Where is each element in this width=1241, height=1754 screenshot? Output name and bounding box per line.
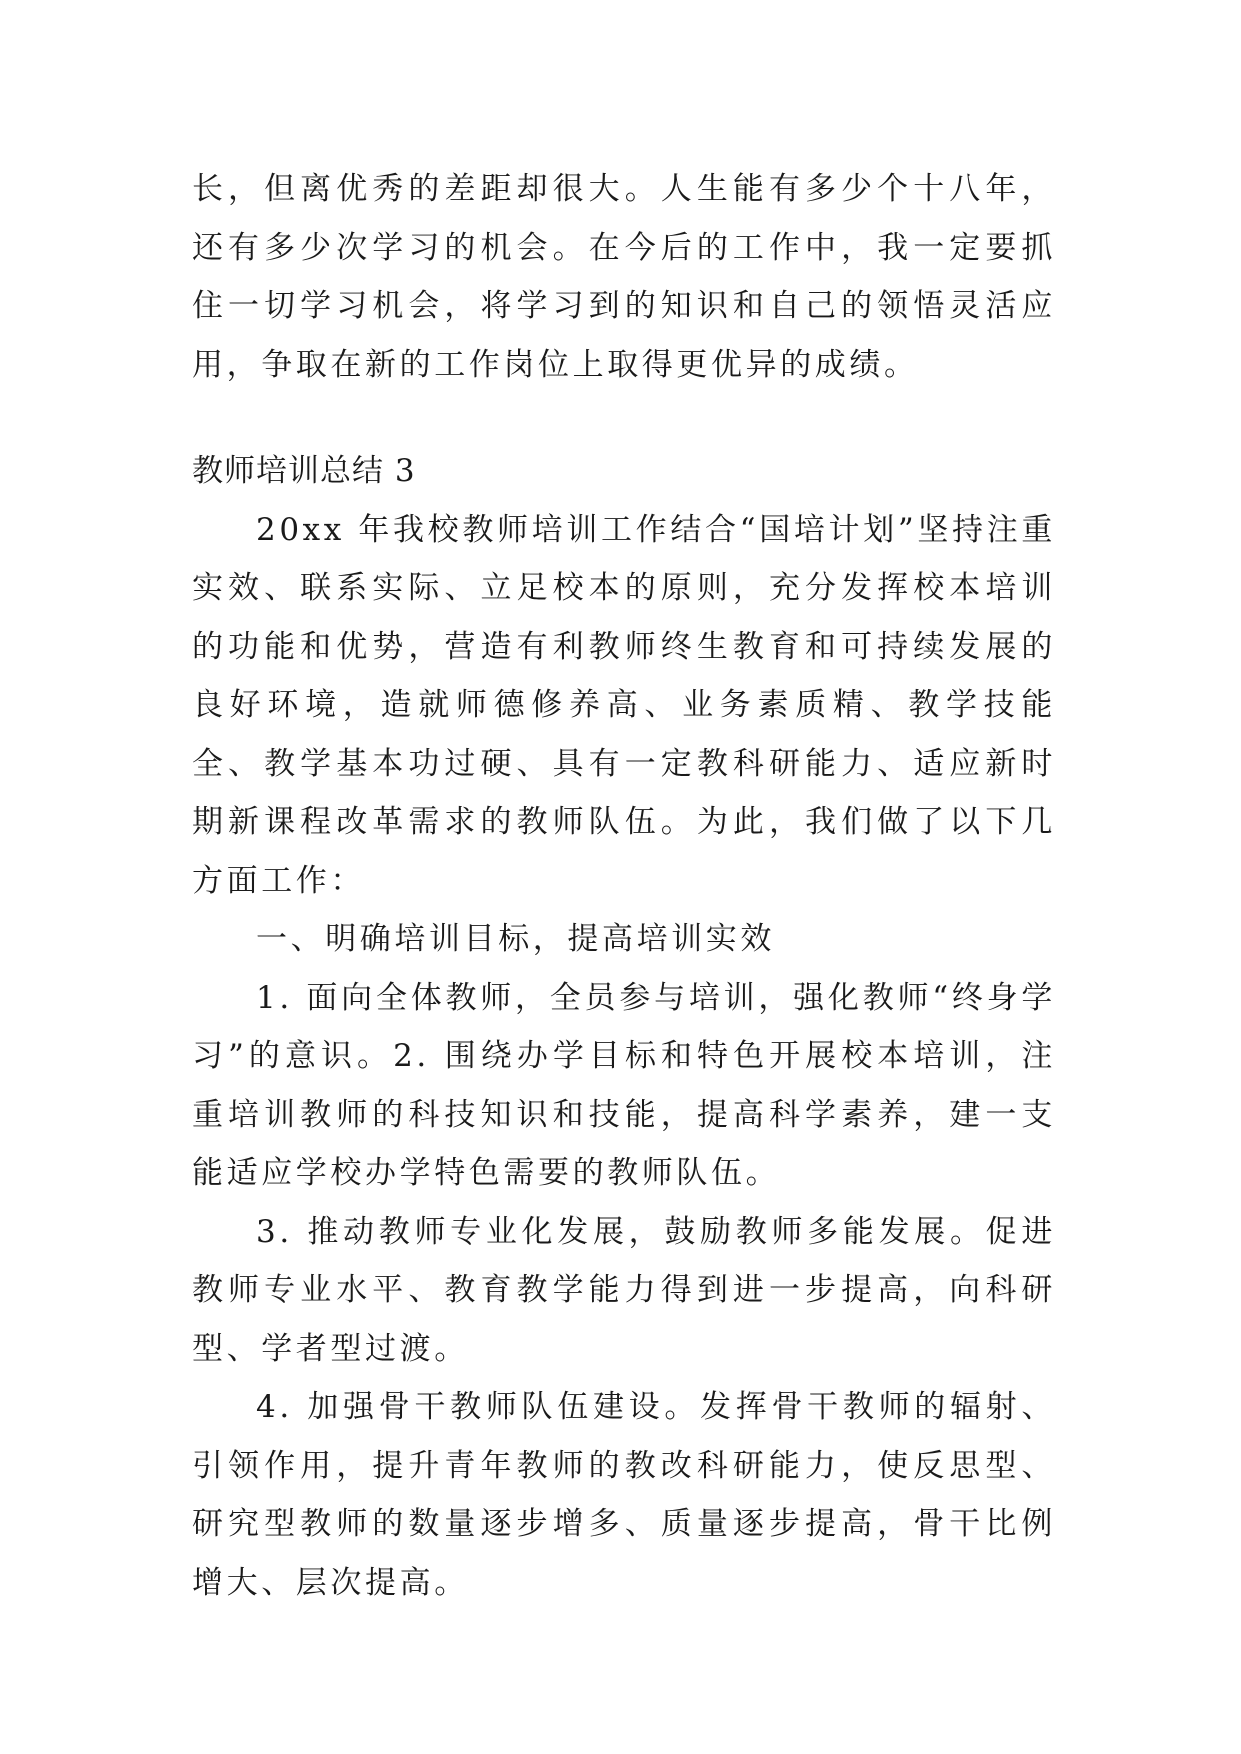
document-body [192,160,1056,1612]
item-4-paragraph: 4. 加强骨干教师队伍建设。发挥骨干教师的辐射、引领作用，提升青年教师的教改科研能力，使反思型、研究型教师的数量逐步增多、质量逐步提高，骨干比例增大、层次提高。 [192,1389,1056,1601]
paragraph-gap [192,394,1056,442]
item-1-2-paragraph: 1. 面向全体教师，全员参与培训，强化教师“终身学习”的意识。2. 围绕办学目标和特色开展校本培训，注重培训教师的科技知识和技能，提高科学素养，建一支能适应学校办学特色需要的教师队伍。 [192,979,1056,1191]
item-3-paragraph: 3. 推动教师专业化发展，鼓励教师多能发展。促进教师专业水平、教育教学能力得到进一步提高，向科研型、学者型过渡。 [192,1213,1056,1367]
subheading-1: 一、明确培训目标，提高培训实效 [256,921,775,957]
section-title: 教师培训总结 3 [192,453,416,489]
continued-paragraph: 长，但离优秀的差距却很大。人生能有多少个十八年，还有多少次学习的机会。在今后的工作中，我一定要抓住一切学习机会，将学习到的知识和自己的领悟灵活应用，争取在新的工作岗位上取得更优异的成绩。 [192,171,1056,383]
intro-paragraph: 20xx 年我校教师培训工作结合“国培计划”坚持注重实效、联系实际、立足校本的原则，充分发挥校本培训的功能和优势，营造有利教师终生教育和可持续发展的良好环境，造就师德修养高、业务素质精、教学技能全、教学基本功过硬、具有一定教科研能力、适应新时期新课程改革需求的教师队伍。为此，我们做了以下几方面工作： [192,511,1056,899]
